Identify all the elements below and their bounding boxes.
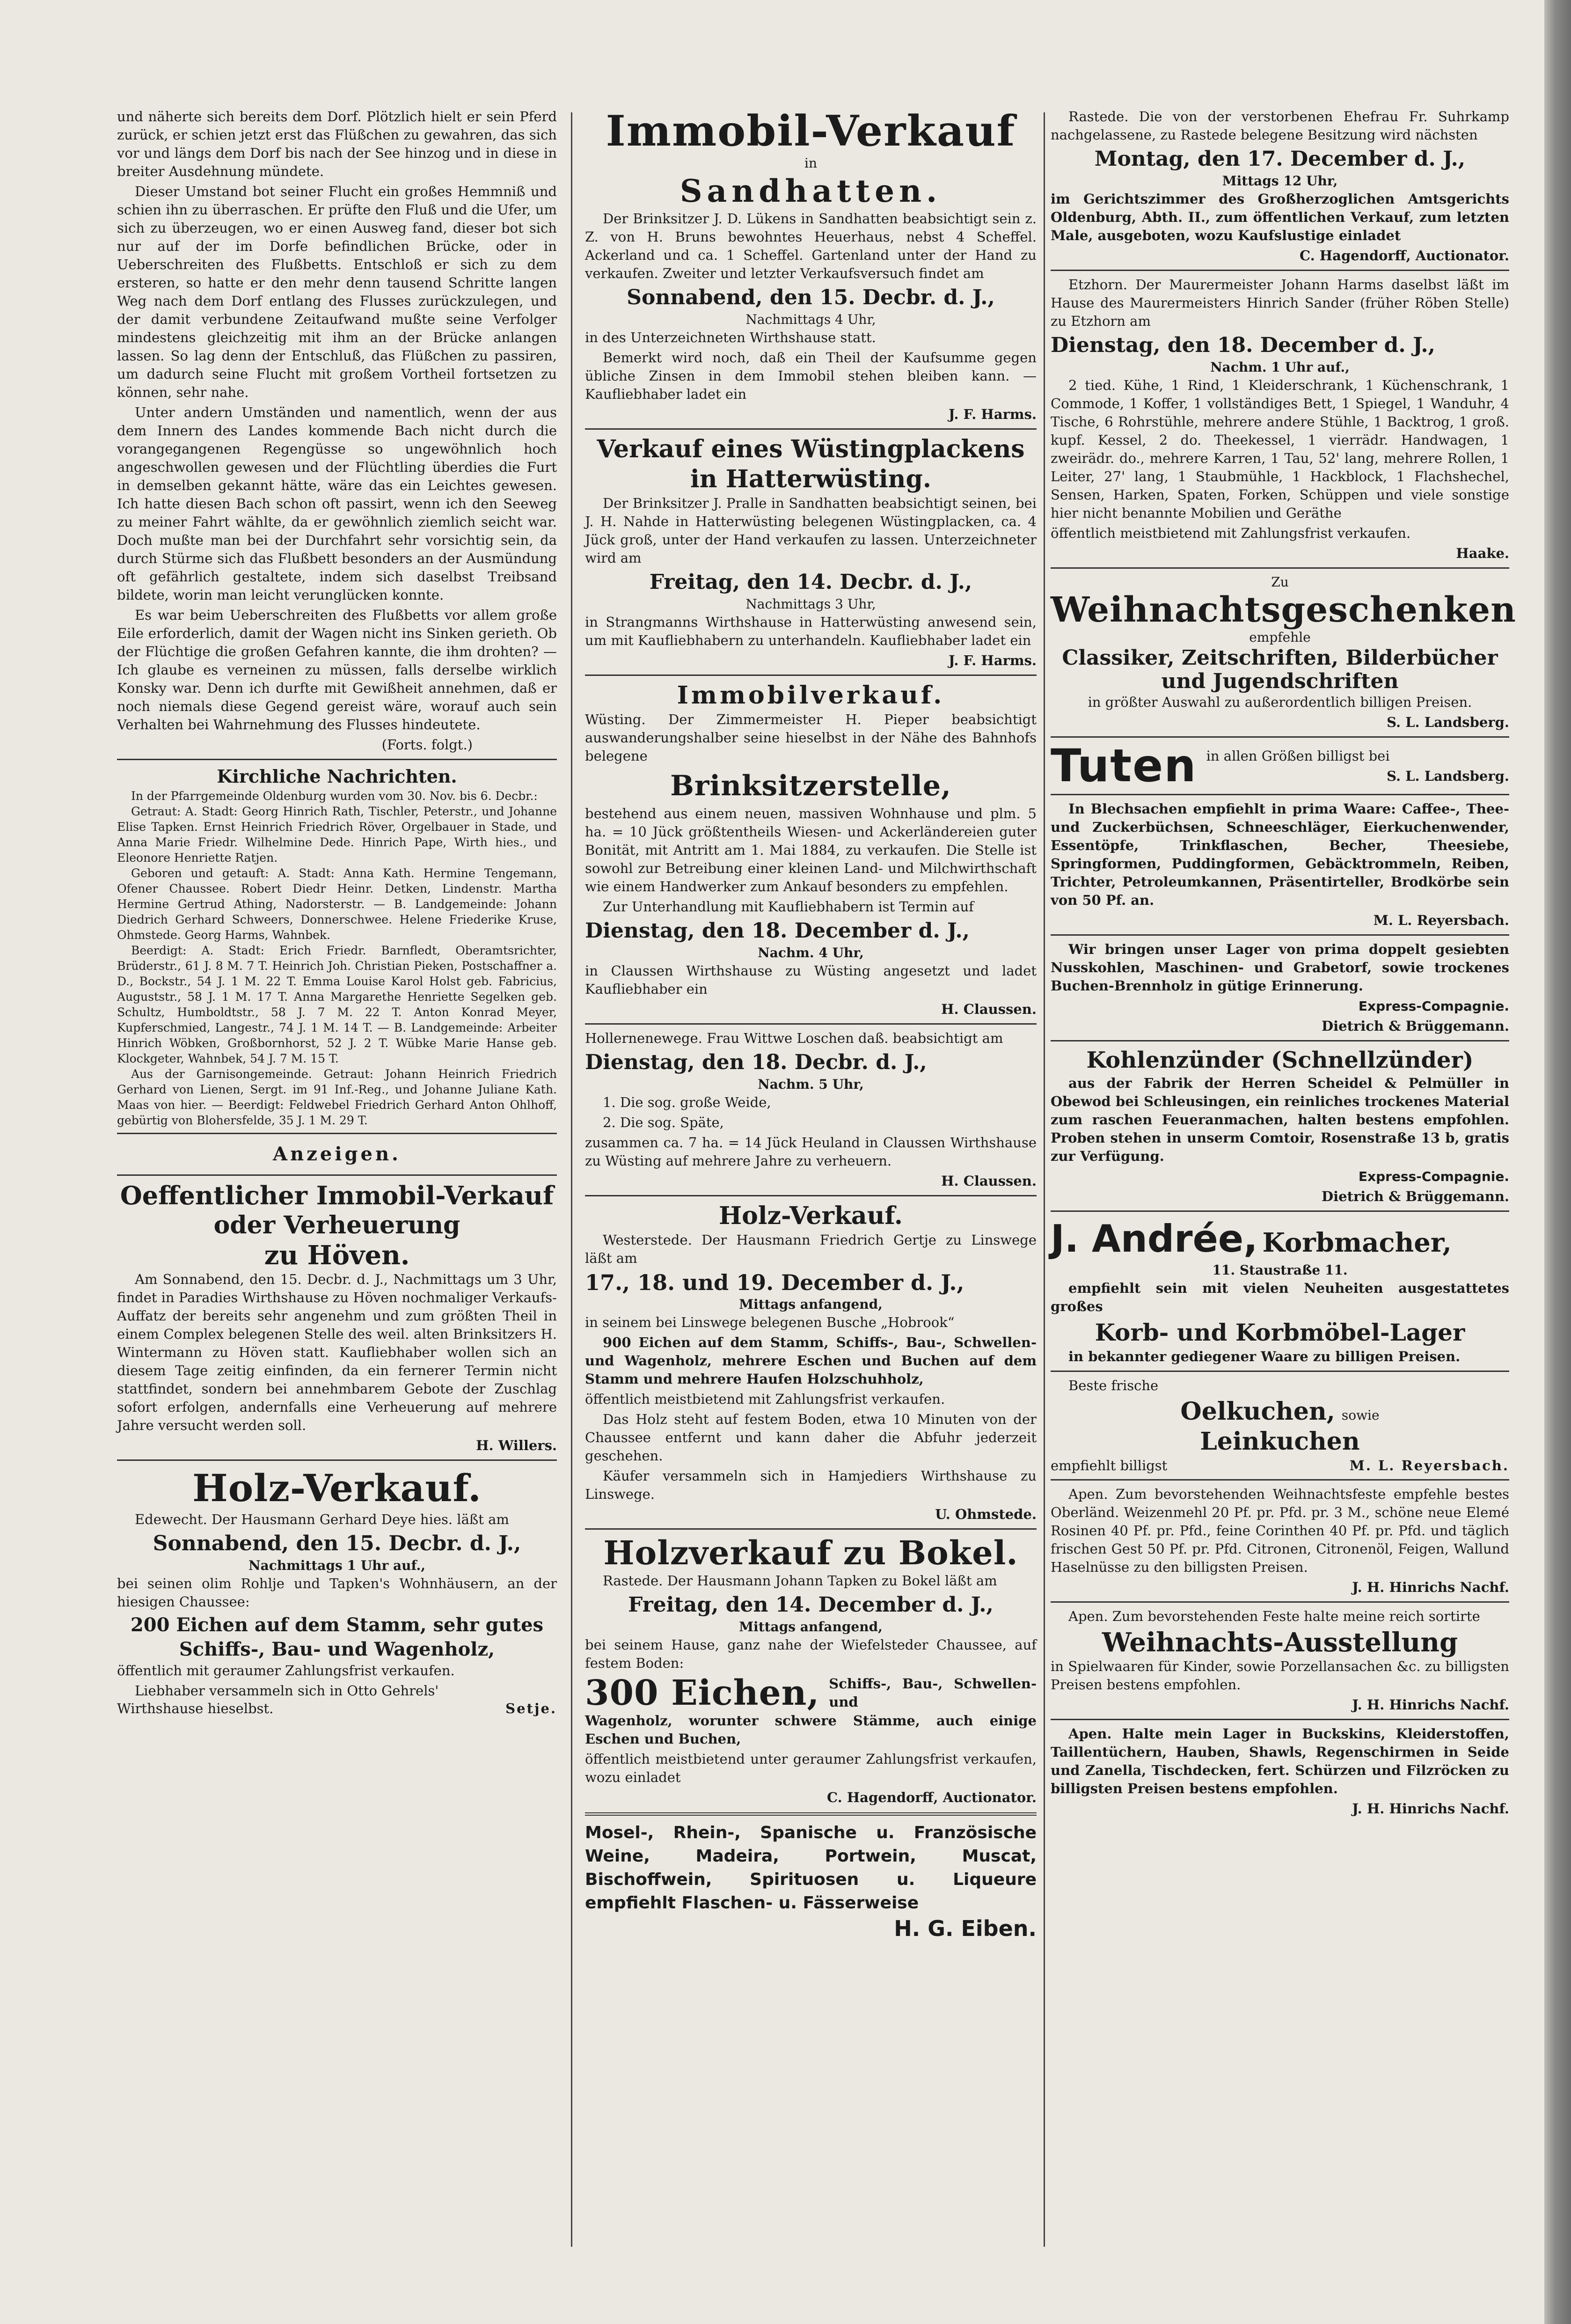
column-left [117,108,557,1717]
ads-heading: Anzeigen. [273,1143,401,1165]
ad-text: empfiehlt billigst [1051,1458,1168,1474]
ad-time: Nachm. 1 Uhr auf., [1210,359,1350,375]
ad-kohlen [1051,940,1509,1035]
ad-oelkuchen [1051,1377,1509,1474]
ad-headline: Brinksitzerstelle, [670,770,951,802]
ad-signature: S. L. Landsberg. [1387,714,1509,730]
ad-text: Beste frische [1068,1378,1159,1393]
ad-goods-large: 300 Eichen, [585,1673,820,1713]
ad-text: Etzhorn. Der Maurermeister Johann Harms daselbst läßt im Hause des Maurermeisters Hinrich Sander (früher Röben Stelle) zu Etzhorn am [1051,277,1509,329]
ad-goods: Schiffs-, Bau-, Schwellen- und [829,1676,1037,1710]
ad-wuestingplacken [585,434,1037,670]
column-rule [571,112,572,2247]
ad-headline: J. Andrée, [1051,1217,1258,1261]
ad-text: Der Brinksitzer J. Pralle in Sandhatten beabsichtigt seinen, bei J. H. Nahde in Hatterwüsting belegenen Wüstingplacken, ca. 4 Jück groß, unter der Hand verkaufen zu lassen. Unterzeichneter wird am [585,495,1037,566]
ad-text: 2 tied. Kühe, 1 Rind, 1 Kleiderschrank, 1 Küchenschrank, 1 Commode, 1 Koffer, 1 vollständiges Bett, 1 Spiegel, 1 Wanduhr, 4 Tische, 6 Rohrstühle, mehrere andere Stühle, 1 Backtrog, 1 groß. kupf. Kessel, 2 do. Theekessel, 1 vierrädr. Handwagen, 1 zweirädr. do., mehrere Karren, 1 Tau, 52' lang, mehrere Rollen, 1 Leiter, 27' lang, 1 Staubmühle, 1 Hackblock, 1 Flachshechel, Sensen, Harken, Spaten, Forken, Schüppen und viele sonstige hier nicht benannte Mobilien und Geräthe [1051,377,1509,521]
ad-headline: Korb- und Korbmöbel-Lager [1095,1319,1465,1346]
ad-text: öffentlich meistbietend unter geraumer Zahlungsfrist verkaufen, wozu einladet [585,1751,1037,1785]
ad-signature: J. H. Hinrichs Nachf. [1352,1697,1509,1713]
ad-text: in [804,155,817,171]
divider [1051,1371,1509,1372]
ad-text: empfiehlt sein mit vielen Neuheiten ausgestattetes großes [1051,1280,1509,1314]
ad-headline: Classiker, Zeitschriften, Bilderbücher [1062,646,1498,670]
ad-signature: J. F. Harms. [948,406,1037,422]
church-news-text: Beerdigt: A. Stadt: Erich Friedr. Barnfledt, Oberamtsrichter, Brüderstr., 61 J. 8 M. 7 T. Heinrich Joh. Christian Pieken, Postschaffner a. D., Bockstr., 54 J. 1 M. 22 T. Emma Louise Karol Holst geb. Fabricius, Auguststr., 58 J. 1 M. 17 T. Anna Margarethe Henriette Segelken geb. Schultz, Humboldtstr., 58 J. 7 M. 22 T. Anton Konrad Meyer, Kupferschmied, Langestr., 74 J. 1 M. 14 T. — B. Landgemeinde: Arbeiter Hinrich Wöbken, Großbornhorst, 52 J. 2 T. Wübke Marie Hanse geb. Klockgeter, Wahnbek, 54 J. 7 M. 15 T. [117,944,557,1065]
ad-text: Edewecht. Der Hausmann Gerhard Deye hies. läßt am [135,1511,509,1527]
ad-goods: 900 Eichen auf dem Stamm, Schiffs-, Bau-, Schwellen- und Wagenholz, mehrere Eschen und Buchen auf dem Stamm und mehrere Haufen Holzschuhholz, [585,1334,1037,1387]
ad-text: Rastede. Die von der verstorbenen Ehefrau Fr. Suhrkamp nachgelassene, zu Rastede belegene Besitzung wird nächsten [1051,109,1509,143]
ad-signature: Express-Compagnie. [1358,1169,1509,1184]
ad-text: in bekannter gediegener Waare zu billigen Preisen. [1068,1349,1461,1364]
story-paragraph: Es war beim Ueberschreiten des Flußbetts vor allem große Eile erforderlich, damit der Wagen nicht ins Sinken gerieth. Ob der Flüchtige die großen Gefahren kannte, die ihm drohten? — Ich glaube es verneinen zu müssen, falls derselbe wirklich Konsky war. Denn ich durfte mit Gewißheit annehmen, daß er noch niemals diese Gegend gereist wäre, worauf auch sein Verhalten bei Wahrnehmung des Flusses hindeutete. [117,607,557,733]
divider [585,1195,1037,1196]
ad-blechsachen [1051,800,1509,930]
ad-signature: J. H. Hinrichs Nachf. [1352,1579,1509,1595]
ad-immobil-hoeven [117,1180,557,1455]
ad-headline: Korbmacher, [1262,1227,1452,1258]
ad-headline: Weihnachtsgeschenken [1051,590,1516,630]
ad-headline: in Hatterwüsting. [690,465,931,493]
ad-headline: und Jugendschriften [1161,669,1399,693]
church-news-text: Getraut: A. Stadt: Georg Hinrich Rath, Tischler, Peterstr., und Johanne Elise Tapken. Ernst Heinrich Friedrich Röver, Orgelbauer in Stade, und Anna Marie Friedr. Wilhelmine Dede. Hinrich Pape, Wirth hies., und Eleonore Henriette Ratjen. [117,805,557,865]
ad-text: Mosel-, Rhein-, Spanische u. Französische Weine, Madeira, Portwein, Muscat, Bischoffwein, Spirituosen u. Liqueure empfiehlt Flaschen- u. Fässerweise [585,1823,1037,1913]
ad-headline: Holzverkauf zu Bokel. [603,1533,1018,1572]
ad-text: sowie [1341,1408,1380,1423]
ad-headline: Oelkuchen, [1180,1397,1335,1426]
ad-text: in allen Größen billigst bei [1206,748,1390,764]
ad-address: 11. Staustraße 11. [1212,1262,1348,1278]
list-item: 1. Die sog. große Weide, [603,1094,771,1110]
ad-text: Käufer versammeln sich in Hamjediers Wirthshause zu Linswege. [585,1468,1037,1502]
ad-text: im Gerichtszimmer des Großherzoglichen Amtsgerichts Oldenburg, Abth. II., zum öffentlichen Verkauf, zum letzten Male, ausgeboten, wozu Kaufslustige einladet [1051,191,1509,243]
divider [1051,1719,1509,1720]
ad-signature: U. Ohmstede. [935,1506,1037,1522]
column-middle [585,108,1037,1940]
ad-text: Der Brinksitzer J. D. Lükens in Sandhatten beabsichtigt sein z. Z. von H. Bruns bewohntes Heuerhaus, nebst 4 Scheffel. Ackerland und ca. 1 Scheffel. Gartenland unter der Hand zu verkaufen. Zweiter und letzter Verkaufsversuch findet am [585,211,1037,281]
ad-signature: H. Willers. [476,1437,557,1453]
ad-text: Wüsting. Der Zimmermeister H. Pieper beabsichtigt auswanderungshalber seine hieselbst in der Nähe des Bahnhofs belegene [585,711,1037,764]
church-news-title: Kirchliche Nachrichten. [217,766,457,787]
story-paragraph: und näherte sich bereits dem Dorf. Plötzlich hielt er sein Pferd zurück, er schien jetzt erst das Flüßchen zu gewahren, das sich vor und längs dem Dorf bis nach der See hinzog und in diese in breiter Ausdehnung mündete. [117,109,557,179]
ad-apen-stoffe [1051,1725,1509,1818]
ad-date: 17., 18. und 19. December d. J., [585,1270,965,1295]
story-paragraph: Dieser Umstand bot seiner Flucht ein großes Hemmniß und schien ihn zu überraschen. Er prüfte den Fluß und die Ufer, um sich zu überzeugen, wo er einen Ausweg fand, dieser bot sich nur auf der im Dorfe befindlichen Brücke, oder in Ueberschreiten des Flußbetts. Entschloß er sich zu dem ersteren, so hatte er den mehr denn tausend Schritte langen Weg nach dem Dorf entlang des Flusses zurückzulegen, und der damit verbundene Zeitaufwand mußte seine Verfolger mindestens gleichzeitig mit ihm an der Brücke anlangen lassen. So lag denn der Entschluß, das Flüßchen zu passiren, um dadurch seine Flucht mit großem Vortheil fortsetzen zu können, sehr nahe. [117,183,557,400]
ad-headline: Immobil-Verkauf [606,106,1016,156]
divider [1051,567,1509,569]
ad-text: öffentlich mit geraumer Zahlungsfrist verkaufen. [117,1663,455,1679]
ad-headline: Kohlenzünder (Schnellzünder) [1086,1047,1474,1073]
ad-headline: Weihnachts-Ausstellung [1102,1627,1458,1658]
ad-text: öffentlich meistbietend mit Zahlungsfrist verkaufen. [1051,525,1411,541]
page-edge [1544,0,1571,2324]
ad-goods: 200 Eichen auf dem Stamm, sehr gutes Schiffs-, Bau- und Wagenholz, [130,1614,544,1660]
ad-text: Liebhaber versammeln sich in Otto Gehrels' Wirthshause hieselbst. [117,1683,439,1716]
divider [585,1812,1037,1816]
divider [117,1459,557,1461]
church-news-text: Aus der Garnisongemeinde. Getraut: Johann Heinrich Friedrich Gerhard von Lienen, Sergt. im 91 Inf.-Reg., und Johanne Juliane Kath. Maas von hier. — Beerdigt: Feldwebel Friedrich Gerhard Anton Ohlhoff, gebürtig von Blohersfelde, 35 J. 1 M. 29 T. [117,1067,557,1127]
ad-text: in seinem bei Linswege belegenen Busche „Hobrook“ [585,1314,955,1330]
ad-text: Hollernenewege. Frau Wittwe Loschen daß. beabsichtigt am [585,1030,1003,1046]
divider [585,428,1037,430]
continued-note: (Forts. folgt.) [381,737,473,753]
ad-text: Am Sonnabend, den 15. Decbr. d. J., Nachmittags um 3 Uhr, findet in Paradies Wirthshause zu Höven nochmaliger Verkaufs-Auffatz der bereits sehr angenehm und zum größten Theil in einem Complex belegenen Stelle des weil. alten Brinksitzers H. Wintermann zu Höven statt. Kaufliebhaber wollen sich an diesem Tage zeitig einfinden, da ein fernerer Termin nicht stattfindet, sondern bei annehmbarem Gebote der Zuschlag sofort erfolgen, andernfalls eine Verheuerung auf mehrere Jahre versucht werden soll. [117,1271,557,1433]
ad-signature: H. Claussen. [941,1001,1037,1017]
ad-text: öffentlich meistbietend mit Zahlungsfrist verkaufen. [585,1391,945,1407]
ad-headline: Tuten [1051,740,1197,792]
ad-rastede-besitzung [1051,108,1509,265]
ad-signature: M. L. Reyersbach. [1373,912,1509,928]
ad-text: Rastede. Der Hausmann Johann Tapken zu Bokel läßt am [603,1573,997,1589]
ad-headline: Holz-Verkauf. [192,1466,482,1510]
divider [585,674,1037,676]
ad-signature: J. F. Harms. [948,652,1037,668]
ad-headline: Sandhatten. [680,173,942,209]
ad-goods: Wagenholz, worunter schwere Stämme, auch einige Eschen und Buchen, [585,1713,1037,1747]
column-rule [1044,112,1045,2247]
divider [585,1023,1037,1025]
ad-signature: Dietrich & Brüggemann. [1321,1188,1509,1204]
ad-time: Nachm. 4 Uhr, [758,945,864,960]
ad-text: in Strangmanns Wirthshause in Hatterwüsting anwesend sein, um mit Kaufliebhabern zu unterhandeln. Kaufliebhaber ladet ein [585,614,1037,648]
ad-tuten [1051,740,1509,792]
ad-headline: Verkauf eines Wüstingplackens [597,435,1025,463]
ad-date: Sonnabend, den 15. Decbr. d. J., [153,1532,521,1555]
ad-date: Dienstag, den 18. December d. J., [585,919,970,943]
ad-text: Westerstede. Der Hausmann Friedrich Gertje zu Linswege läßt am [585,1232,1037,1266]
ad-date: Freitag, den 14. Decbr. d. J., [649,570,972,594]
church-news-text: Geboren und getauft: A. Stadt: Anna Kath. Hermine Tengemann, Ofener Chaussee. Robert Diedr Heinr. Detken, Lindenstr. Martha Hermine Gertrud Athing, Nadorsterstr. — B. Landgemeinde: Johann Diedrich Gerhard Schweers, Donnerschwee. Helene Friederike Kruse, Ohmstede. Georg Harms, Wahnbek. [117,866,557,942]
ad-time: Mittags anfangend, [739,1297,883,1312]
ad-apen-ausstellung [1051,1607,1509,1714]
divider [1051,934,1509,936]
ad-time: Nachmittags 4 Uhr, [745,312,876,327]
ad-date: Dienstag, den 18. December d. J., [1051,333,1435,357]
ad-date: Freitag, den 14. December d. J., [628,1593,994,1617]
ad-signature: Setje. [505,1701,557,1716]
ad-time: Nachm. 5 Uhr, [758,1077,864,1092]
ad-signature: M. L. Reyersbach. [1349,1458,1509,1474]
ad-weihnachtsgeschenke [1051,573,1516,732]
ad-immobil-sandhatten [585,108,1037,424]
ad-text: empfehle [1249,630,1311,645]
ad-headline: Oeffentlicher Immobil-Verkauf [120,1180,554,1210]
divider [1051,1210,1509,1212]
ad-time: Mittags 12 Uhr, [1222,173,1338,189]
ad-text: Das Holz steht auf festem Boden, etwa 10 Minuten von der Chaussee entfernt und kann daher die Abfuhr jederzeit geschehen. [585,1411,1037,1464]
ad-text: In Blechsachen empfiehlt in prima Waare: Caffee-, Thee- und Zuckerbüchsen, Schneeschläger, Eierkuchenwender, Essentöpfe, Trinkflaschen, Becher, Theesiebe, Springformen, Puddingformen, Gebäcktrommeln, Reiben, Trichter, Petroleumkannen, Präsentirteller, Brodkörbe sein von 50 Pf. an. [1051,801,1509,908]
ad-weine [585,1821,1037,1940]
ad-text: aus der Fabrik der Herren Scheidel & Pelmüller in Obewod bei Schleusingen, ein reinliches trockenes Material zum raschen Feueranmachen, halten bestens empfohlen. Proben stehen in unserm Comtoir, Rosenstraße 13 b, gratis zur Verfügung. [1051,1075,1509,1164]
ad-signature: H. Claussen. [941,1173,1037,1189]
divider [1051,736,1509,738]
divider [117,1133,557,1134]
divider [1051,1040,1509,1041]
ad-korbmacher [1051,1217,1509,1366]
ad-time: Mittags anfangend, [739,1619,883,1635]
ad-holz-edewecht [117,1466,557,1717]
ad-signature: C. Hagendorff, Auctionator. [827,1789,1037,1805]
ad-text: Bemerkt wird noch, daß ein Theil der Kaufsumme gegen übliche Zinsen in dem Immobil stehen bleiben kann. — Kaufliebhaber ladet ein [585,350,1037,402]
ad-holz-westerstede [585,1201,1037,1524]
ad-text: bestehend aus einem neuen, massiven Wohnhause und plm. 5 ha. = 10 Jück größtentheils Wiesen- und Ackerländereien guter Bonität, mit Antritt am 1. Mai 1884, zu verkaufen. Die Stelle ist sowohl zur Betreibung einer kleinen Land- und Milchwirthschaft wie einem Handwerker zum Ankauf besonders zu empfehlen. [585,806,1037,894]
divider [117,759,557,760]
ad-signature: Haake. [1456,545,1509,561]
divider [1051,794,1509,795]
ad-text: bei seinem Hause, ganz nahe der Wiefelsteder Chaussee, auf festem Boden: [585,1637,1037,1671]
ad-headline: Holz-Verkauf. [718,1202,903,1230]
ad-signature: H. G. Eiben. [894,1916,1037,1941]
ad-signature: J. H. Hinrichs Nachf. [1352,1801,1509,1817]
ad-headline: oder Verheuerung [213,1211,460,1239]
ad-text: Apen. Zum bevorstehenden Weihnachtsfeste empfehle bestes Oberländ. Weizenmehl 20 Pf. pr. Pfd. pr. 3 M., schöne neue Elemé Rosinen 40 Pf. pr. Pfd., feine Corinthen 40 Pf. pr. Pfd. und täglich frischen Gest 50 Pf. pr. Pfd. Citronen, Citronenöl, Feigen, Wallund Haselnüsse zu den billigsten Preisen. [1051,1486,1509,1575]
ad-text: Zur Unterhandlung mit Kaufliebhabern ist Termin auf [603,899,974,915]
ad-headline: zu Höven. [264,1240,410,1271]
divider [585,1528,1037,1530]
church-news-text: In der Pfarrgemeinde Oldenburg wurden vom 30. Nov. bis 6. Decbr.: [131,789,538,803]
ad-signature: Dietrich & Brüggemann. [1321,1018,1509,1034]
list-item: 2. Die sog. Späte, [603,1114,724,1130]
ad-immobil-wuesting [585,681,1037,1019]
ad-text: Zu [1271,574,1289,590]
ad-signature: S. L. Landsberg. [1387,768,1509,784]
ad-time: Nachmittags 1 Uhr auf., [248,1558,426,1573]
ad-text: in Spielwaaren für Kinder, sowie Porzellansachen &c. zu billigsten Preisen bestens empfohlen. [1051,1658,1509,1693]
ad-signature: Express-Compagnie. [1358,998,1509,1014]
ad-date: Sonnabend, den 15. Decbr. d. J., [627,286,995,309]
column-right [1051,108,1516,1820]
ad-time: Nachmittags 3 Uhr, [745,596,876,612]
divider [1051,1479,1509,1481]
ad-holz-bokel [585,1534,1037,1807]
ad-kohlenzuender [1051,1046,1509,1206]
ad-text: in des Unterzeichneten Wirthshause statt. [585,330,876,345]
ad-headline: Immobilverkauf. [677,681,945,710]
ad-text: Wir bringen unser Lager von prima doppelt gesiebten Nusskohlen, Maschinen- und Grabetorf, sowie trockenes Buchen-Brennholz in gütige Erinnerung. [1051,941,1509,994]
ad-apen-weihnachtsmehl [1051,1485,1509,1597]
ad-text: Apen. Halte mein Lager in Buckskins, Kleiderstoffen, Taillentüchern, Hauben, Shawls, Regenschirmen in Seide und Zanella, Tischdecken, fert. Schürzen und Filzröcken zu billigsten Preisen bestens empfohlen. [1051,1726,1509,1796]
ad-text: bei seinen olim Rohlje und Tapken's Wohnhäusern, an der hiesigen Chaussee: [117,1576,557,1610]
ad-text: Apen. Zum bevorstehenden Feste halte meine reich sortirte [1068,1608,1480,1624]
story-paragraph: Unter andern Umständen und namentlich, wenn der aus dem Innern des Landes kommende Bach nicht durch die vorangegangenen Regengüsse so ungewöhnlich hoch angeschwollen gewesen und der Flüchtling überdies die Furt in demselben gekannt hätte, wäre das ein Leichtes gewesen. Ich hatte diesen Bach schon oft passirt, wenn ich den Seeweg zu meiner Fahrt wählte, da er gewöhnlich ziemlich seicht war. Doch mußte man bei der Durchfahrt sehr vorsichtig sein, da durch Stürme sich das Flußbett besonders an der Ausmündung oft gefährlich gestaltete, indem sich daselbst Treibsand bildete, worin man leicht verunglücken konnte. [117,404,557,603]
ad-headline: Leinkuchen [1200,1427,1360,1456]
ad-text: zusammen ca. 7 ha. = 14 Jück Heuland in Claussen Wirthshause zu Wüsting auf mehrere Jahre zu verheuern. [585,1135,1037,1169]
divider [1051,270,1509,271]
divider [1051,1601,1509,1603]
divider [117,1174,557,1176]
ad-etzhorn [1051,276,1509,563]
ad-signature: C. Hagendorff, Auctionator. [1300,248,1509,264]
ad-text: in größter Auswahl zu außerordentlich billigen Preisen. [1088,694,1472,710]
ad-hollernenewege [585,1029,1037,1190]
ad-date: Montag, den 17. December d. J., [1094,147,1466,171]
ad-date: Dienstag, den 18. Decbr. d. J., [585,1050,927,1074]
ad-text: in Claussen Wirthshause zu Wüsting angesetzt und ladet Kaufliebhaber ein [585,963,1037,997]
